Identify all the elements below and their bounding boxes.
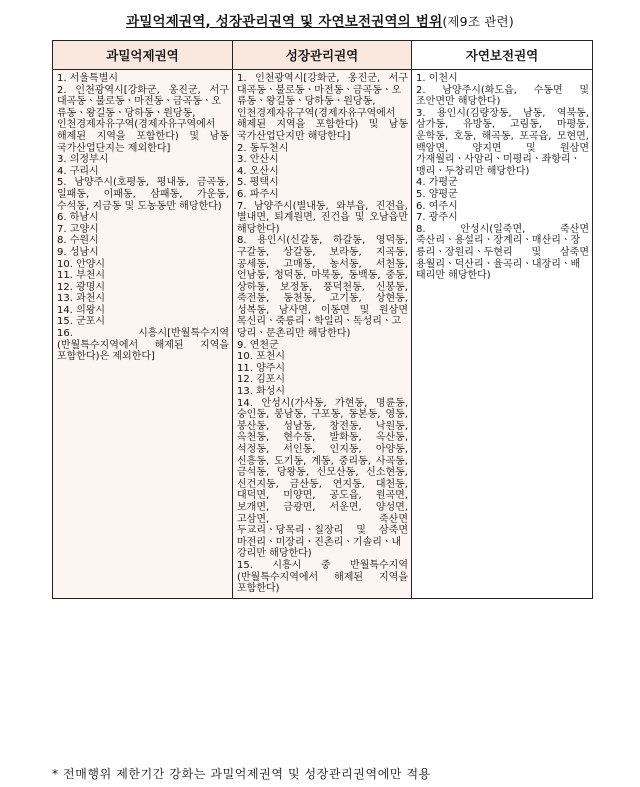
region-item: 15. 시흥시 중 반월특수지역(반월특수지역에서 해제된 지역을 포함한다) <box>237 559 408 595</box>
region-item: 9. 연천군 <box>237 339 279 351</box>
region-item: 5. 양평군 <box>416 188 458 200</box>
region-item: 6. 파주시 <box>237 188 279 200</box>
region-item: 16. 시흥시[반월특수지역(반월특수지역에서 해제된 지역을 포함한다)은 제외한다] <box>57 328 229 363</box>
growth-management-cell <box>233 70 412 599</box>
region-item: 13. 과천시 <box>57 293 106 305</box>
region-item: 14. 안성시(가사동, 가현동, 명륜동, 숭인동, 봉남동, 구포동, 동본동, 영동, 봉산동, 성남동, 창전동, 낙원동, 옥천동, 현수동, 발화동, 옥산동, 석정동, 서인동, 인지동, 아양동, 신흥동, 도기동, 계동, 중리동, 사곡동, 금석동, 당왕동, 신모산동, 신소현동, 신건지동, 금산동, 연지동, 대천동, 대덕면, 미양면, 공도읍, 원곡면, 보개면, 금광면, 서운면, 양성면, 고삼면, 죽산면 두교리ㆍ당목리ㆍ칠장리 및 삼죽면 마전리ㆍ미장리ㆍ진촌리ㆍ기솔리ㆍ내강리만 해당한다) <box>237 397 408 560</box>
region-item: 2. 동두천시 <box>237 142 289 154</box>
region-item: 12. 김포시 <box>237 374 286 386</box>
footnote: * 전매행위 제한기간 강화는 과밀억제권역 및 성장관리권역에만 적용 <box>52 767 431 781</box>
content-row <box>53 70 593 599</box>
region-item: 7. 고양시 <box>57 223 99 235</box>
region-item: 4. 오산시 <box>237 165 279 177</box>
region-item: 6. 하남시 <box>57 212 99 224</box>
region-item: 15. 군포시 <box>57 316 106 328</box>
region-item: 8. 안성시(일죽면, 죽산면 죽산리ㆍ용설리ㆍ장계리ㆍ매산리ㆍ장릉리ㆍ장원리ㆍ두현리 및 삼죽면 용월리ㆍ덕산리ㆍ율곡리ㆍ내장리ㆍ배태리만 해당한다) <box>416 223 589 282</box>
nature-conservation-list <box>416 73 589 282</box>
region-table <box>52 40 593 599</box>
region-item: 5. 평택시 <box>237 177 279 189</box>
region-item: 11. 양주시 <box>237 362 286 374</box>
region-item: 10. 안양시 <box>57 258 106 270</box>
region-item: 12. 광명시 <box>57 281 106 293</box>
nature-conservation-cell <box>412 70 593 599</box>
region-item: 11. 부천시 <box>57 270 106 282</box>
title-sub: (제9조 관련) <box>442 14 514 29</box>
region-item: 5. 남양주시(호평동, 평내동, 금곡동, 일패동, 이패동, 삼패동, 가운동, 수석동, 지금동 및 도농동만 해당한다) <box>57 177 229 212</box>
growth-management-list <box>237 73 408 595</box>
region-item: 7. 광주시 <box>416 212 458 224</box>
region-item: 3. 의정부시 <box>57 154 109 166</box>
title-main: 과밀억제권역, 성장관리권역 및 자연보전권역의 범위 <box>126 14 443 30</box>
region-item: 3. 안산시 <box>237 154 279 166</box>
region-item: 4. 구리시 <box>57 165 99 177</box>
header-row <box>53 41 593 70</box>
region-item: 1. 인천광역시[강화군, 옹진군, 서구 대곡동ㆍ불로동ㆍ마전동ㆍ금곡동ㆍ오류동ㆍ왕길동ㆍ당하동ㆍ원당동, 인천경제자유구역(경제자유구역에서 해제된 지역을 포함한다) 및 남동 국가산업단지만 해당한다] <box>237 73 408 142</box>
region-item: 4. 가평군 <box>416 177 458 189</box>
region-item: 3. 용인시(김량장동, 남동, 역북동, 삼가동, 유방동, 고림동, 마평동, 운학동, 호동, 해곡동, 포곡읍, 모현면, 백암면, 양지면 및 원삼면 가재월리ㆍ사암리ㆍ미평리ㆍ좌항리ㆍ맹리ㆍ두창리만 해당한다) <box>416 107 589 177</box>
page-title <box>0 10 640 30</box>
region-item: 2. 남양주시(화도읍, 수동면 및 조안면만 해당한다) <box>416 84 589 108</box>
header-growth-management: 성장관리권역 <box>233 41 412 70</box>
overcrowding-list <box>57 73 229 363</box>
region-item: 2. 인천광역시[강화군, 옹진군, 서구 대곡동ㆍ불로동ㆍ마전동ㆍ금곡동ㆍ오류동ㆍ왕길동ㆍ당하동ㆍ원당동, 인천경제자유구역(경제자유구역에서 해제된 지역을 포함한다) 및 남동 국가산업단지는 제외한다] <box>57 84 229 154</box>
region-item: 9. 성남시 <box>57 246 99 258</box>
region-item: 6. 여주시 <box>416 200 458 212</box>
region-item: 7. 남양주시(별내동, 와부읍, 진전읍, 별내면, 퇴계원면, 진건읍 및 오남읍만 해당한다) <box>237 200 408 235</box>
region-item: 1. 이천시 <box>416 73 458 84</box>
region-item: 8. 용인시(신갈동, 하갈동, 영덕동, 구갈동, 상갈동, 보라동, 지곡동, 공세동, 고매동, 농서동, 서천동, 언남동, 청덕동, 마북동, 동백동, 중동, 상하동, 보정동, 풍덕천동, 신봉동, 죽전동, 동천동, 고기동, 상현동, 성복동, 남사면, 이동면 및 원삼면 목신리ㆍ죽릉리ㆍ학일리ㆍ독성리ㆍ고당리ㆍ문촌리만 해당한다) <box>237 235 408 340</box>
header-nature-conservation: 자연보전권역 <box>412 41 593 70</box>
region-item: 1. 서울특별시 <box>57 73 119 84</box>
region-item: 13. 화성시 <box>237 386 286 398</box>
region-item: 8. 수원시 <box>57 235 99 247</box>
overcrowding-cell <box>53 70 233 599</box>
region-item: 10. 포천시 <box>237 351 286 363</box>
region-item: 14. 의왕시 <box>57 304 106 316</box>
header-overcrowding: 과밀억제권역 <box>53 41 233 70</box>
